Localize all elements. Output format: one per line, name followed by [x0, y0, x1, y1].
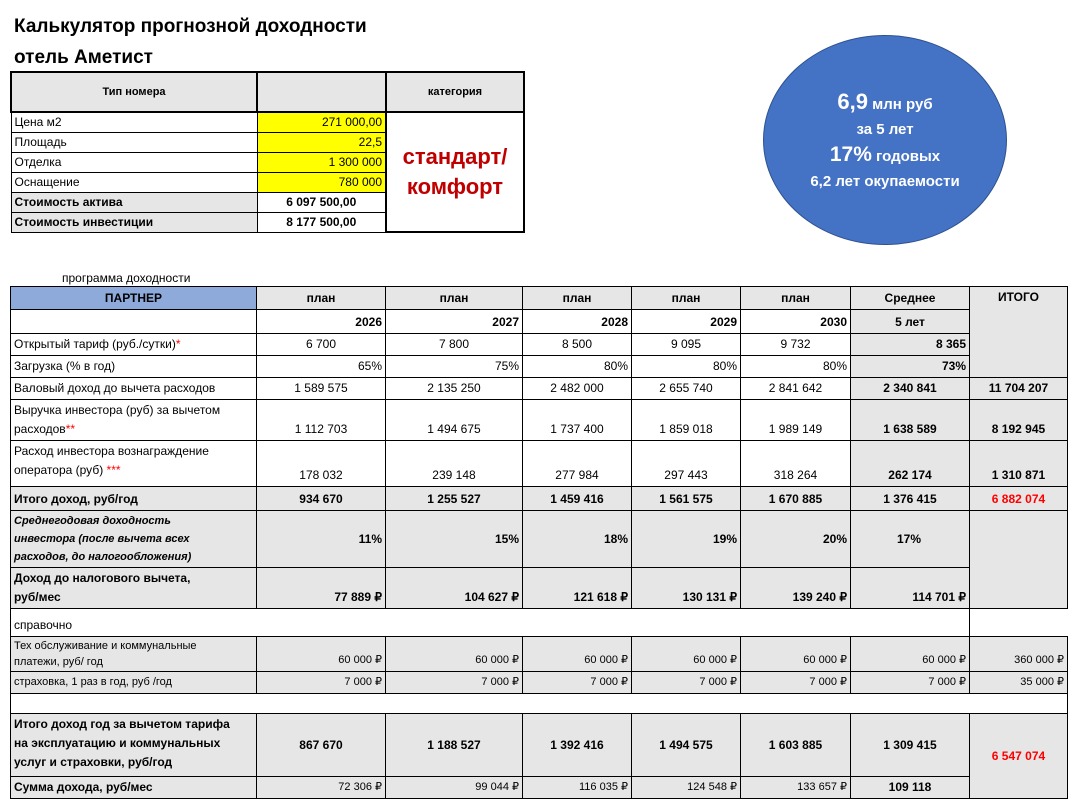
- value-cell: 60 000 ₽: [741, 637, 851, 672]
- value-cell: 1 670 885: [741, 487, 851, 511]
- value-cell: 318 264: [741, 441, 851, 487]
- value-cell: 116 035 ₽: [523, 777, 632, 799]
- row-label: Доход до налогового вычета, руб/мес: [11, 568, 257, 609]
- value-cell: 934 670: [257, 487, 386, 511]
- table-row: [11, 487, 1068, 511]
- header-empty: [257, 72, 386, 112]
- row-label: Загрузка (% в год): [11, 356, 257, 378]
- value-cell: 1 459 416: [523, 487, 632, 511]
- years-row: [11, 310, 1068, 334]
- value-cell: 867 670: [257, 714, 386, 777]
- value-cell: 7 800: [386, 334, 523, 356]
- value-cell: 104 627 ₽: [386, 568, 523, 609]
- value-cell: 1 112 703: [257, 400, 386, 441]
- year-cell: 2030: [741, 310, 851, 334]
- value-cell: 139 240 ₽: [741, 568, 851, 609]
- footnote-star: **: [65, 422, 76, 436]
- param-label: Оснащение: [11, 172, 257, 192]
- table-row: [11, 714, 1068, 777]
- footnote-star: *: [175, 337, 181, 351]
- row-label: Валовый доход до вычета расходов: [11, 378, 257, 400]
- year-cell: 2028: [523, 310, 632, 334]
- value-cell: 1 188 527: [386, 714, 523, 777]
- value-cell: 20%: [741, 511, 851, 568]
- param-value-input[interactable]: 22,5: [257, 132, 386, 152]
- table-row: [11, 511, 1068, 568]
- table-row: [11, 356, 1068, 378]
- spacer-row: [11, 694, 1068, 714]
- value-cell: 60 000 ₽: [523, 637, 632, 672]
- value-cell: 2 655 740: [632, 378, 741, 400]
- total-cell: 1 310 871: [970, 441, 1068, 487]
- year-cell: 2027: [386, 310, 523, 334]
- summary-amount-unit: млн руб: [868, 95, 933, 113]
- total-cell: 11 704 207: [970, 378, 1068, 400]
- value-cell: 60 000 ₽: [257, 637, 386, 672]
- row-label: Тех обслуживание и коммунальные платежи, руб/ год: [11, 637, 257, 672]
- table-row: [11, 441, 1068, 487]
- value-cell: 1 494 575: [632, 714, 741, 777]
- param-label: Стоимость инвестиции: [11, 212, 257, 232]
- total-cell-empty: [970, 568, 1068, 609]
- page-subtitle: отель Аметист: [14, 47, 153, 68]
- value-cell: 121 618 ₽: [523, 568, 632, 609]
- table-row: [11, 378, 1068, 400]
- value-cell: 75%: [386, 356, 523, 378]
- table-row: [11, 334, 1068, 356]
- value-cell: 60 000 ₽: [386, 637, 523, 672]
- summary-rate-unit: годовых: [871, 147, 941, 165]
- value-cell: 1 989 149: [741, 400, 851, 441]
- total-cell-empty: [970, 356, 1068, 378]
- header-average: Среднее: [851, 287, 970, 310]
- avg-cell: 1 638 589: [851, 400, 970, 441]
- row-label: Итого доход год за вычетом тарифа на эксплуатацию и коммунальных услуг и страховки, руб/год: [11, 714, 257, 777]
- value-cell: 7 000 ₽: [257, 672, 386, 694]
- avg-cell: 8 365: [851, 334, 970, 356]
- header-plan: план: [257, 287, 386, 310]
- income-forecast-table: [10, 286, 1068, 799]
- asset-parameters-table: [10, 71, 525, 233]
- avg-cell: 1 309 415: [851, 714, 970, 777]
- footnote-star: ***: [106, 463, 121, 477]
- param-label: Цена м2: [11, 112, 257, 132]
- avg-cell: 1 376 415: [851, 487, 970, 511]
- param-value-input[interactable]: 1 300 000: [257, 152, 386, 172]
- category-line2: комфорт: [406, 174, 504, 199]
- header-plan: план: [523, 287, 632, 310]
- row-label: Открытый тариф (руб./сутки)*: [11, 334, 257, 356]
- value-cell: 1 859 018: [632, 400, 741, 441]
- value-cell: 2 841 642: [741, 378, 851, 400]
- param-value: 8 177 500,00: [257, 212, 386, 232]
- row-label: Расход инвестора вознаграждение оператора (руб) ***: [11, 441, 257, 487]
- row-label: Среднегодовая доходность инвестора (после вычета всех расходов, до налогообложения): [11, 511, 257, 568]
- table-row: [11, 400, 1068, 441]
- value-cell: 1 589 575: [257, 378, 386, 400]
- param-value-input[interactable]: 271 000,00: [257, 112, 386, 132]
- value-cell: 9 732: [741, 334, 851, 356]
- avg-cell: 60 000 ₽: [851, 637, 970, 672]
- row-label: страховка, 1 раз в год, руб /год: [11, 672, 257, 694]
- total-cell: 8 192 945: [970, 400, 1068, 441]
- avg-cell: 262 174: [851, 441, 970, 487]
- value-cell: 7 000 ₽: [741, 672, 851, 694]
- value-cell: 7 000 ₽: [523, 672, 632, 694]
- table-row: [11, 672, 1068, 694]
- value-cell: 77 889 ₽: [257, 568, 386, 609]
- value-cell: 1 494 675: [386, 400, 523, 441]
- avg-cell: 17%: [851, 511, 970, 568]
- value-cell: 1 603 885: [741, 714, 851, 777]
- value-cell: 7 000 ₽: [632, 672, 741, 694]
- value-cell: 124 548 ₽: [632, 777, 741, 799]
- total-cell: 6 547 074: [970, 714, 1068, 799]
- param-value-input[interactable]: 780 000: [257, 172, 386, 192]
- value-cell: 80%: [632, 356, 741, 378]
- table-row: [11, 777, 1068, 799]
- value-cell: 80%: [741, 356, 851, 378]
- avg-cell: 73%: [851, 356, 970, 378]
- row-label: Итого доход, руб/год: [11, 487, 257, 511]
- program-caption: программа доходности: [62, 271, 191, 285]
- summary-payback: 6,2 лет окупаемости: [810, 172, 960, 190]
- value-cell: 11%: [257, 511, 386, 568]
- value-cell: 1 737 400: [523, 400, 632, 441]
- total-cell-empty: [970, 511, 1068, 568]
- avg-cell: 109 118: [851, 777, 970, 799]
- table-row: [11, 637, 1068, 672]
- value-cell: 7 000 ₽: [386, 672, 523, 694]
- value-cell: 65%: [257, 356, 386, 378]
- summary-amount: 6,9: [837, 88, 868, 114]
- param-label: Площадь: [11, 132, 257, 152]
- row-label: Сумма дохода, руб/мес: [11, 777, 257, 799]
- value-cell: 178 032: [257, 441, 386, 487]
- value-cell: 99 044 ₽: [386, 777, 523, 799]
- avg-cell: 7 000 ₽: [851, 672, 970, 694]
- header-plan: план: [632, 287, 741, 310]
- param-label: Стоимость актива: [11, 192, 257, 212]
- value-cell: 130 131 ₽: [632, 568, 741, 609]
- header-total: ИТОГО: [970, 287, 1068, 356]
- summary-rate: 17%: [829, 142, 872, 166]
- year-cell: 2026: [257, 310, 386, 334]
- total-cell: 6 882 074: [970, 487, 1068, 511]
- category-line1: стандарт/: [402, 144, 508, 169]
- header-partner: ПАРТНЕР: [11, 287, 257, 310]
- value-cell: 239 148: [386, 441, 523, 487]
- value-cell: 133 657 ₽: [741, 777, 851, 799]
- years-label: [11, 310, 257, 334]
- table-row: [11, 609, 1068, 637]
- param-value: 6 097 500,00: [257, 192, 386, 212]
- value-cell: 2 135 250: [386, 378, 523, 400]
- value-cell: 18%: [523, 511, 632, 568]
- reference-label: справочно: [11, 609, 970, 637]
- table-row: [11, 568, 1068, 609]
- total-cell: 360 000 ₽: [970, 637, 1068, 672]
- value-cell: 1 561 575: [632, 487, 741, 511]
- avg-years-cell: 5 лет: [851, 310, 970, 334]
- year-cell: 2029: [632, 310, 741, 334]
- row-label: Выручка инвестора (руб) за вычетом расходов**: [11, 400, 257, 441]
- header-category: категория: [386, 72, 524, 112]
- value-cell: 19%: [632, 511, 741, 568]
- value-cell: 6 700: [257, 334, 386, 356]
- value-cell: 1 392 416: [523, 714, 632, 777]
- value-cell: 1 255 527: [386, 487, 523, 511]
- value-cell: 60 000 ₽: [632, 637, 741, 672]
- category-value: [386, 112, 524, 232]
- avg-cell: 114 701 ₽: [851, 568, 970, 609]
- summary-bubble: [763, 35, 1007, 245]
- header-plan: план: [741, 287, 851, 310]
- header-row: [11, 287, 1068, 310]
- header-room-type: Тип номера: [11, 72, 257, 112]
- value-cell: 277 984: [523, 441, 632, 487]
- value-cell: 15%: [386, 511, 523, 568]
- value-cell: 297 443: [632, 441, 741, 487]
- total-cell: 35 000 ₽: [970, 672, 1068, 694]
- value-cell: 72 306 ₽: [257, 777, 386, 799]
- header-plan: план: [386, 287, 523, 310]
- param-label: Отделка: [11, 152, 257, 172]
- value-cell: 80%: [523, 356, 632, 378]
- value-cell: 8 500: [523, 334, 632, 356]
- page-title: Калькулятор прогнозной доходности: [14, 16, 367, 37]
- value-cell: 9 095: [632, 334, 741, 356]
- summary-period: за 5 лет: [856, 120, 914, 138]
- avg-cell: 2 340 841: [851, 378, 970, 400]
- value-cell: 2 482 000: [523, 378, 632, 400]
